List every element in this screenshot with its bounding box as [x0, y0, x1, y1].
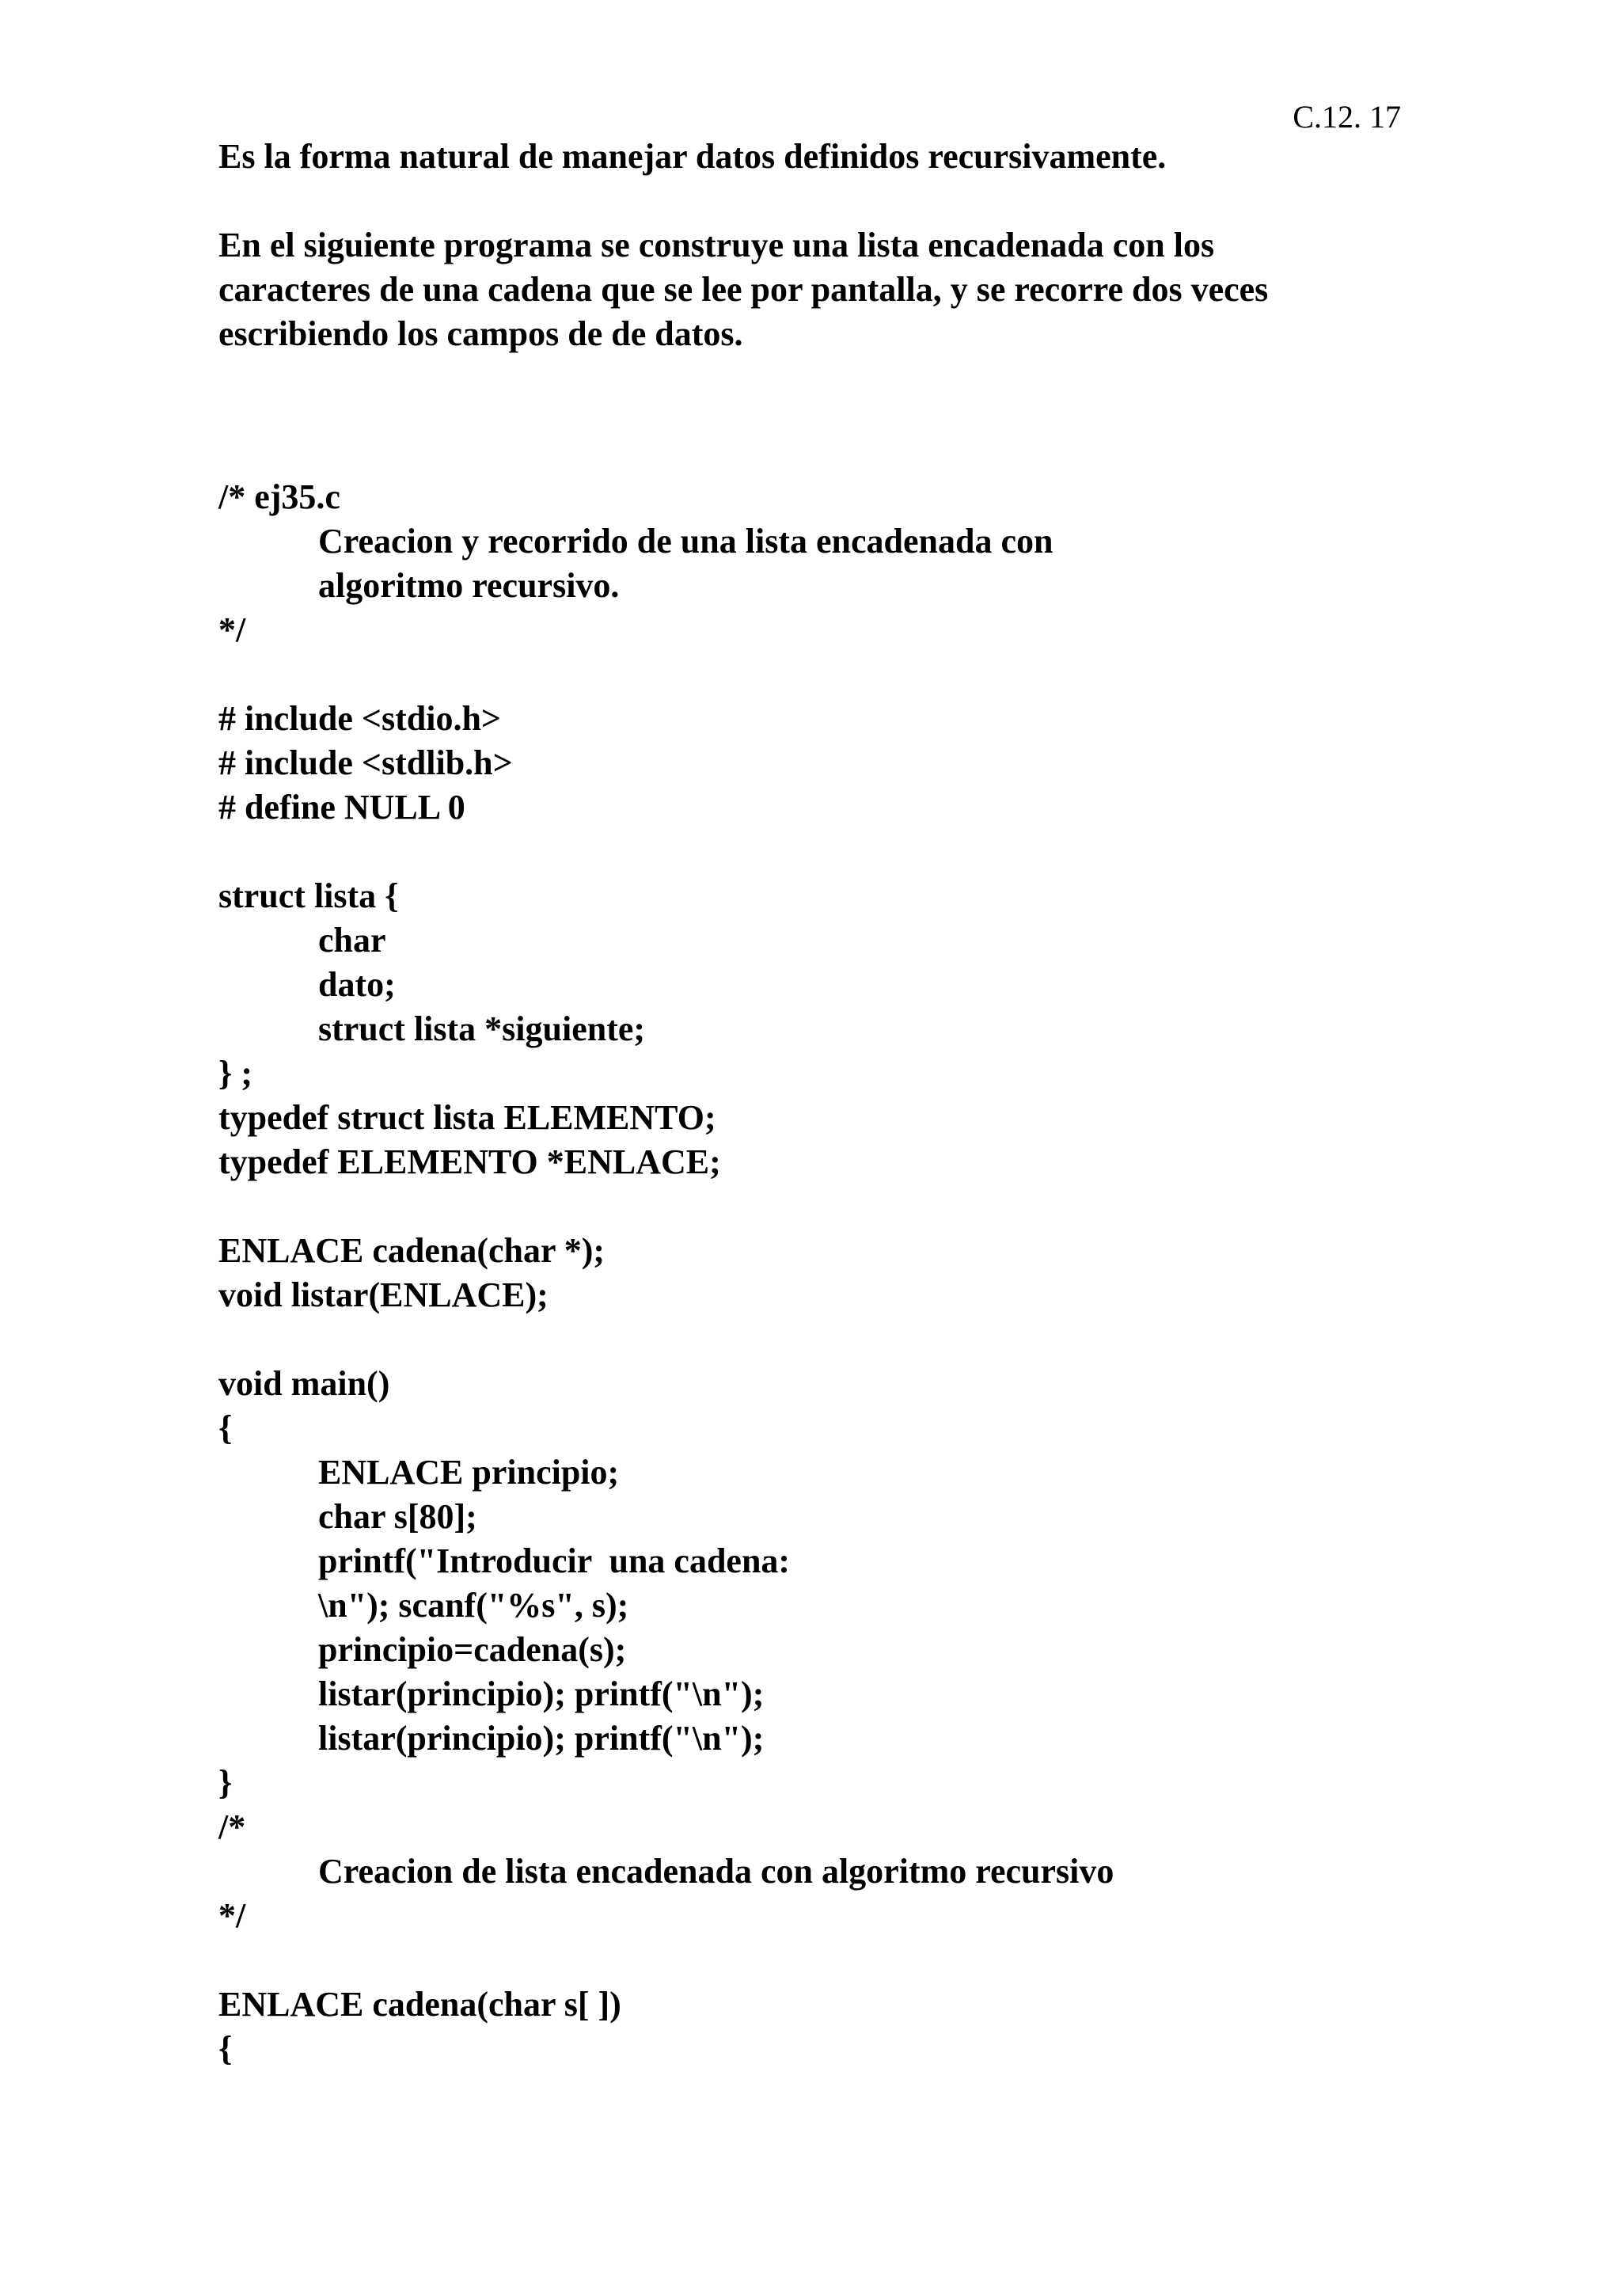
code-line: void main() — [218, 1364, 390, 1403]
code-line: */ — [218, 610, 246, 649]
code-line: ENLACE cadena(char s[ ]) — [218, 1985, 621, 2024]
code-line: /* — [218, 1808, 246, 1846]
code-blank-line — [218, 1938, 1390, 1982]
code-line: char — [318, 921, 386, 960]
code-line: listar(principio); printf("\n"); — [318, 1674, 765, 1713]
code-line: principio=cadena(s); — [318, 1630, 627, 1669]
code-line: char s[80]; — [318, 1497, 477, 1536]
code-line: listar(principio); printf("\n"); — [318, 1719, 765, 1758]
code-line: Creacion de lista encadenada con algoritmo recursivo — [318, 1852, 1114, 1891]
page-number: C.12. 17 — [1293, 99, 1401, 135]
description-line: En el siguiente programa se construye una lista encadenada con los — [218, 226, 1215, 264]
page-content — [218, 135, 1390, 2071]
code-line: struct lista *siguiente; — [318, 1009, 646, 1048]
code-line: # include <stdlib.h> — [218, 743, 513, 782]
description-line: escribiendo los campos de de datos. — [218, 314, 743, 353]
code-line: typedef ELEMENTO *ENLACE; — [218, 1142, 721, 1181]
code-blank-line — [218, 1184, 1390, 1229]
code-line: \n"); scanf("%s", s); — [318, 1586, 629, 1625]
code-line: # define NULL 0 — [218, 788, 465, 827]
code-line: ENLACE cadena(char *); — [218, 1231, 606, 1270]
code-line: { — [218, 2029, 233, 2068]
code-line: /* ej35.c — [218, 477, 340, 516]
code-line: # include <stdio.h> — [218, 699, 502, 738]
code-line: { — [218, 1408, 233, 1447]
code-line: ENLACE principio; — [318, 1453, 620, 1492]
code-line: dato; — [318, 965, 396, 1004]
code-blank-line — [218, 652, 1390, 697]
code-line: struct lista { — [218, 876, 399, 915]
code-line: algoritmo recursivo. — [318, 566, 620, 605]
intro-paragraph: Es la forma natural de manejar datos definidos recursivamente. — [218, 137, 1167, 176]
code-line: } ; — [218, 1054, 252, 1093]
code-line: printf("Introducir una cadena: — [318, 1541, 791, 1580]
description-paragraph — [218, 223, 1390, 356]
code-line: void listar(ENLACE); — [218, 1275, 549, 1314]
code-blank-line — [218, 830, 1390, 874]
code-line: */ — [218, 1896, 246, 1935]
code-line: typedef struct lista ELEMENTO; — [218, 1098, 716, 1137]
code-line: Creacion y recorrido de una lista encadenada con — [318, 522, 1053, 561]
code-line: } — [218, 1763, 233, 1802]
description-line: caracteres de una cadena que se lee por pantalla, y se recorre dos veces — [218, 270, 1269, 309]
code-listing — [218, 475, 1390, 2071]
code-blank-line — [218, 1317, 1390, 1362]
paragraph-spacer — [218, 179, 1390, 223]
